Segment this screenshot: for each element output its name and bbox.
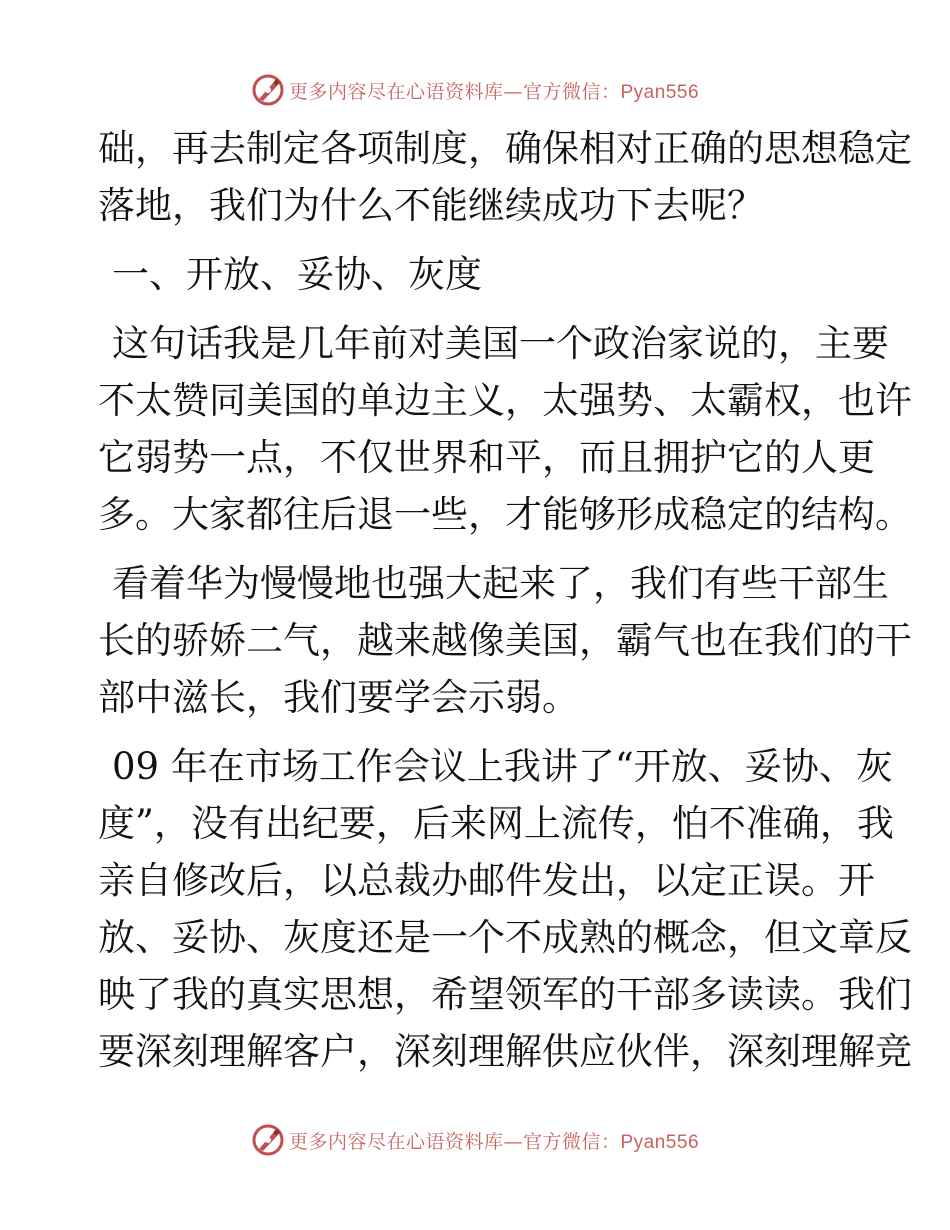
paragraph-1 [98, 120, 912, 234]
footer-watermark [0, 1120, 950, 1160]
watermark-content [251, 73, 699, 107]
pen-logo-icon [251, 1123, 285, 1157]
heading-text: 一、开放、妥协、灰度 [112, 253, 482, 296]
watermark-official-label: 官方微信： [522, 80, 621, 103]
text-line: 它弱势一点，不仅世界和平，而且拥护它的人更 [98, 436, 875, 479]
text-line: 亲自修改后，以总裁办邮件发出，以定正误。开 [98, 859, 875, 902]
paragraph-4 [98, 738, 912, 1080]
watermark-content [251, 1123, 699, 1157]
watermark-site: 更多内容尽在心语资料库 [288, 80, 504, 103]
text-line: 础，再去制定各项制度，确保相对正确的思想稳定 [98, 127, 912, 170]
watermark-separator: — [503, 1130, 523, 1153]
pen-logo-icon [251, 73, 285, 107]
text-line: 度”，没有出纪要，后来网上流传，怕不准确，我 [98, 802, 894, 845]
text-line: 长的骄娇二气，越来越像美国，霸气也在我们的干 [98, 619, 912, 662]
watermark-separator: — [503, 80, 523, 103]
watermark-site: 更多内容尽在心语资料库 [288, 1130, 504, 1153]
text-line: 放、妥协、灰度还是一个不成熟的概念，但文章反 [98, 916, 912, 959]
section-heading [98, 246, 858, 303]
paragraph-3 [98, 555, 912, 726]
text-line: 这句话我是几年前对美国一个政治家说的，主要 [112, 322, 889, 365]
header-watermark [0, 70, 950, 110]
text-line: 要深刻理解客户，深刻理解供应伙伴，深刻理解竞 [98, 1030, 912, 1073]
watermark-account: Pyan556 [620, 1131, 700, 1153]
text-line: 多。大家都往后退一些，才能够形成稳定的结构。 [98, 493, 912, 536]
text-line: 落地，我们为什么不能继续成功下去呢？ [98, 184, 764, 227]
text-line: 映了我的真实思想，希望领军的干部多读读。我们 [98, 973, 912, 1016]
text-line: 09 年在市场工作会议上我讲了“开放、妥协、灰 [112, 745, 893, 788]
text-line: 部中滋长，我们要学会示弱。 [98, 676, 579, 719]
paragraph-2 [98, 315, 912, 543]
watermark-text [289, 77, 699, 104]
text-line: 不太赞同美国的单边主义，太强势、太霸权，也许 [98, 379, 912, 422]
watermark-official-label: 官方微信： [522, 1130, 621, 1153]
watermark-account: Pyan556 [620, 81, 700, 103]
text-line: 看着华为慢慢地也强大起来了，我们有些干部生 [112, 562, 889, 605]
watermark-text [289, 1127, 699, 1154]
document-body [98, 120, 912, 1080]
